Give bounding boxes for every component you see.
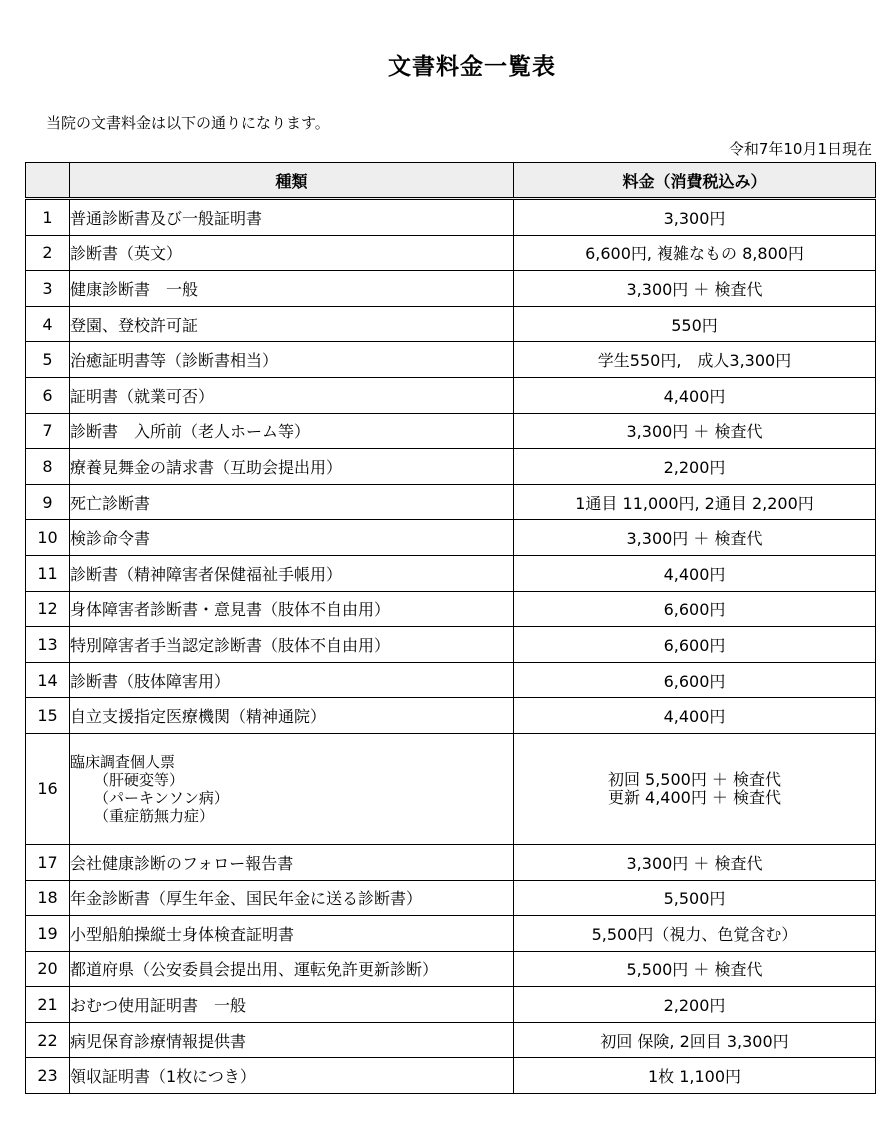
- row-number: 10: [26, 520, 70, 556]
- table-row: [26, 484, 876, 520]
- row-fee: 3,300円: [514, 199, 876, 236]
- row-number: 4: [26, 306, 70, 342]
- table-header-row: [26, 163, 876, 199]
- table-row: [26, 520, 876, 556]
- row-kind: [70, 733, 514, 844]
- row-kind-line: （パーキンソン病）: [94, 788, 229, 807]
- row-number: 15: [26, 698, 70, 734]
- table-row: [26, 377, 876, 413]
- row-kind: 年金診断書（厚生年金、国民年金に送る診断書）: [70, 880, 514, 916]
- table-row: [26, 662, 876, 698]
- header-no: [26, 163, 70, 199]
- row-fee: 1枚 1,100円: [514, 1058, 876, 1094]
- row-number: 9: [26, 484, 70, 520]
- row-kind-line: （肝硬変等）: [94, 770, 185, 789]
- table-row: [26, 1022, 876, 1058]
- table-row: [26, 342, 876, 378]
- row-kind: おむつ使用証明書 一般: [70, 987, 514, 1023]
- table-row: [26, 413, 876, 449]
- row-kind: 領収証明書（1枚につき）: [70, 1058, 514, 1094]
- table-row: [26, 235, 876, 271]
- row-fee: 4,400円: [514, 555, 876, 591]
- row-number: 22: [26, 1022, 70, 1058]
- row-fee: 2,200円: [514, 449, 876, 485]
- table-row: [26, 916, 876, 952]
- row-fee: 6,600円: [514, 627, 876, 663]
- row-number: 23: [26, 1058, 70, 1094]
- header-kind: 種類: [70, 163, 514, 199]
- row-kind: 普通診断書及び一般証明書: [70, 199, 514, 236]
- row-fee-line: 更新 4,400円 ＋ 検査代: [607, 787, 782, 807]
- row-kind: 会社健康診断のフォロー報告書: [70, 844, 514, 880]
- row-kind: 死亡診断書: [70, 484, 514, 520]
- row-number: 19: [26, 916, 70, 952]
- row-fee: 5,500円（視力、色覚含む）: [514, 916, 876, 952]
- fee-table: [25, 162, 876, 1094]
- table-row: [26, 1058, 876, 1094]
- row-number: 17: [26, 844, 70, 880]
- table-row: [26, 199, 876, 236]
- page-title: 文書料金一覧表: [388, 54, 556, 80]
- row-number: 21: [26, 987, 70, 1023]
- table-row: [26, 844, 876, 880]
- row-kind: 診断書（英文）: [70, 235, 514, 271]
- row-fee: 5,500円: [514, 880, 876, 916]
- table-row: [26, 698, 876, 734]
- row-kind: 小型船舶操縦士身体検査証明書: [70, 916, 514, 952]
- row-kind-line: 臨床調査個人票: [70, 752, 176, 771]
- row-kind: 登園、登校許可証: [70, 306, 514, 342]
- row-fee: 3,300円 ＋ 検査代: [514, 413, 876, 449]
- fee-table-body-after: [26, 844, 876, 1093]
- row-number: 2: [26, 235, 70, 271]
- row-fee: 1通目 11,000円, 2通目 2,200円: [514, 484, 876, 520]
- table-row: [26, 987, 876, 1023]
- row-fee: 6,600円: [514, 591, 876, 627]
- row-number: 16: [26, 733, 70, 844]
- row-kind: 治癒証明書等（診断書相当）: [70, 342, 514, 378]
- table-row: [26, 880, 876, 916]
- row-kind: 身体障害者診断書・意見書（肢体不自由用）: [70, 591, 514, 627]
- row-number: 7: [26, 413, 70, 449]
- table-row: [26, 627, 876, 663]
- row-fee: 学生550円, 成人3,300円: [514, 342, 876, 378]
- row-number: 20: [26, 951, 70, 987]
- intro-text: 当院の文書料金は以下の通りになります。: [46, 114, 330, 132]
- row-kind: 診断書（精神障害者保健福祉手帳用）: [70, 555, 514, 591]
- row-fee: 2,200円: [514, 987, 876, 1023]
- row-fee: 初回 保険, 2回目 3,300円: [514, 1022, 876, 1058]
- row-fee: 6,600円: [514, 662, 876, 698]
- row-number: 12: [26, 591, 70, 627]
- row-number: 5: [26, 342, 70, 378]
- row-fee: 550円: [514, 306, 876, 342]
- row-kind: 診断書（肢体障害用）: [70, 662, 514, 698]
- row-fee: 4,400円: [514, 698, 876, 734]
- table-row: [26, 449, 876, 485]
- row-number: 11: [26, 555, 70, 591]
- row-fee: 6,600円, 複雑なもの 8,800円: [514, 235, 876, 271]
- row-kind: 証明書（就業可否）: [70, 377, 514, 413]
- table-row: [26, 591, 876, 627]
- row-kind: 特別障害者手当認定診断書（肢体不自由用）: [70, 627, 514, 663]
- row-fee-line: 初回 5,500円 ＋ 検査代: [607, 769, 782, 789]
- table-row: [26, 733, 876, 844]
- table-row: [26, 951, 876, 987]
- fee-table-body-row16: [26, 733, 876, 844]
- row-fee: 3,300円 ＋ 検査代: [514, 844, 876, 880]
- row-kind: 都道府県（公安委員会提出用、運転免許更新診断）: [70, 951, 514, 987]
- row-kind: 健康診断書 一般: [70, 271, 514, 307]
- row-kind-line: （重症筋無力症）: [94, 806, 215, 825]
- row-kind: 検診命令書: [70, 520, 514, 556]
- row-kind: 診断書 入所前（老人ホーム等）: [70, 413, 514, 449]
- row-fee: 3,300円 ＋ 検査代: [514, 520, 876, 556]
- row-kind: 療養見舞金の請求書（互助会提出用）: [70, 449, 514, 485]
- row-number: 1: [26, 199, 70, 236]
- header-fee: 料金（消費税込み）: [514, 163, 876, 199]
- row-fee: 4,400円: [514, 377, 876, 413]
- row-number: 14: [26, 662, 70, 698]
- table-row: [26, 555, 876, 591]
- row-number: 18: [26, 880, 70, 916]
- row-fee: 5,500円 ＋ 検査代: [514, 951, 876, 987]
- fee-table-body: [26, 199, 876, 734]
- row-kind: 病児保育診療情報提供書: [70, 1022, 514, 1058]
- row-number: 3: [26, 271, 70, 307]
- as-of-date: 令和7年10月1日現在: [728, 140, 872, 158]
- row-fee: 3,300円 ＋ 検査代: [514, 271, 876, 307]
- row-fee: [514, 733, 876, 844]
- row-number: 8: [26, 449, 70, 485]
- row-number: 13: [26, 627, 70, 663]
- row-kind: 自立支援指定医療機関（精神通院）: [70, 698, 514, 734]
- table-row: [26, 271, 876, 307]
- table-row: [26, 306, 876, 342]
- row-number: 6: [26, 377, 70, 413]
